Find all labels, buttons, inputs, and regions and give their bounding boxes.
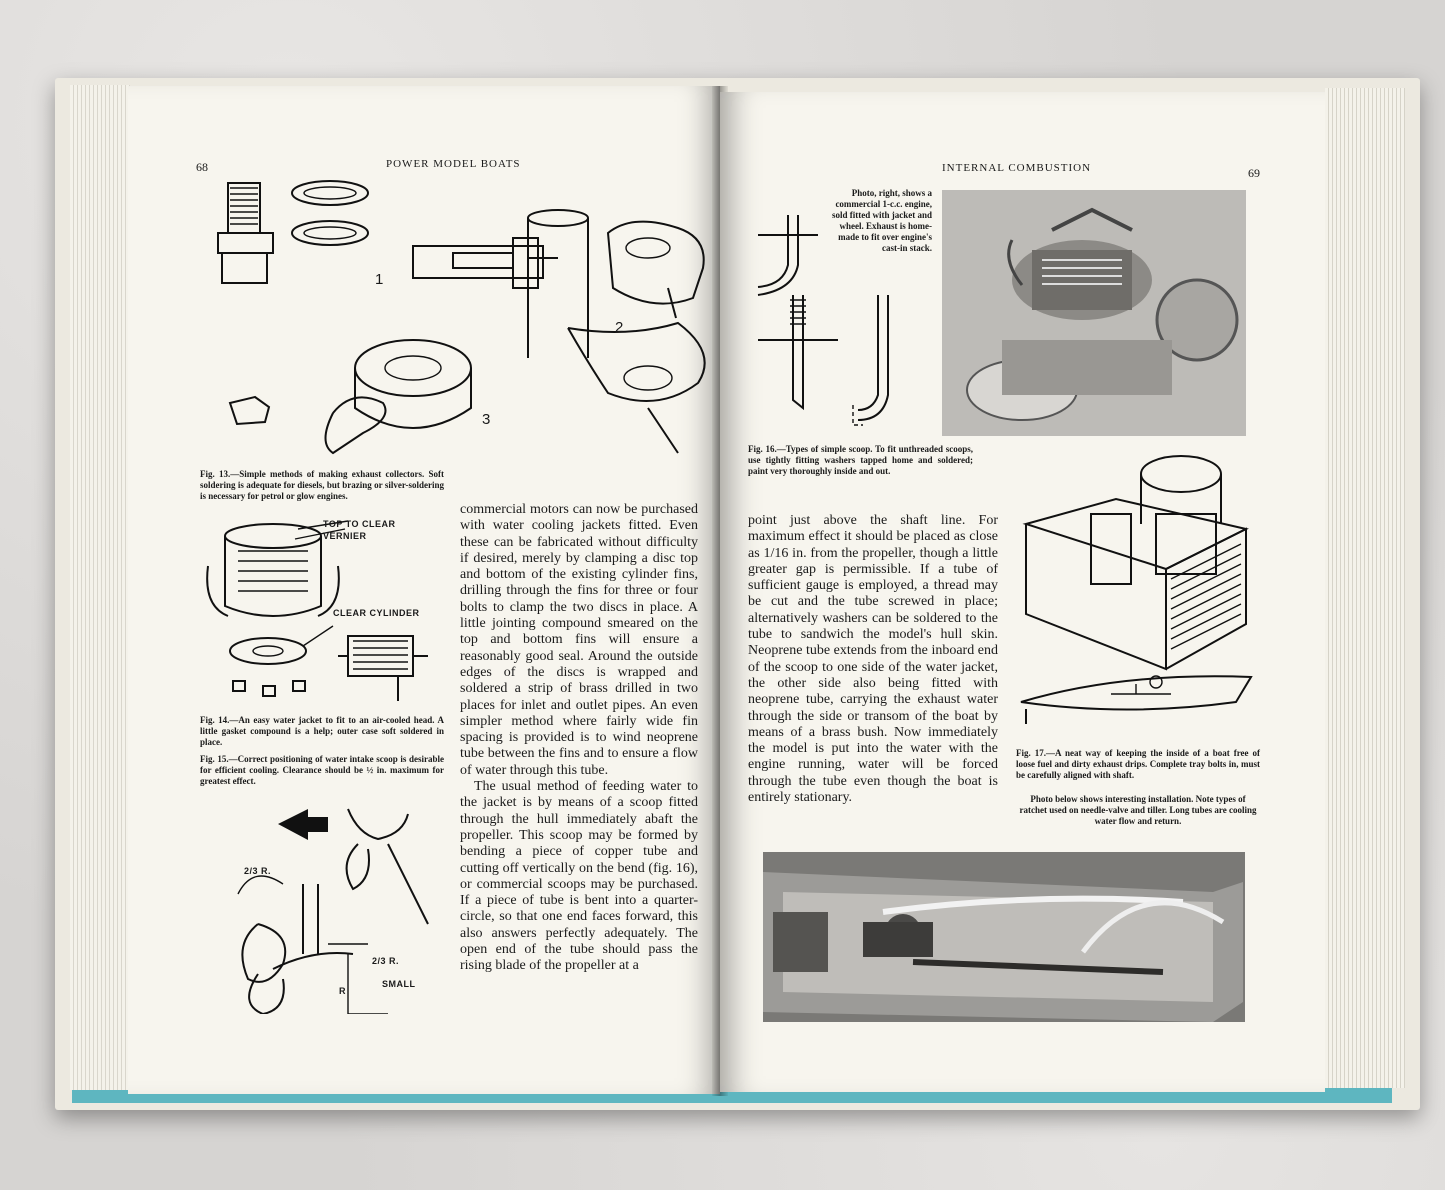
fig15-label-r: R: [339, 986, 346, 996]
fig14-label-cylinder: CLEAR CYLINDER: [333, 608, 420, 618]
engine-photo: [942, 190, 1246, 436]
page-number: 69: [1248, 166, 1260, 180]
fig13-drawing: [208, 178, 708, 463]
fig13-label-3: 3: [482, 411, 491, 428]
left-paragraph-2: The usual method of feeding water to the jacket is by means of a scoop fitted through the hull immediately abaft the propeller. This scoop may be formed by bending a piece of copper tube and cutting off vertically on the bend (fig. 16), or commercial scoops may be purchased. If a piece of tube is bent into a quarter-circle, so that one end faces forward, this also answers perfectly adequately. The open end of the tube should pass the rising blade of the propeller at a: [460, 779, 698, 974]
fig15-label-r1: 2/3 R.: [244, 866, 272, 876]
running-header: INTERNAL COMBUSTION: [942, 162, 1092, 174]
right-text-column: point just above the shaft line. For maximum effect it should be placed as close as 1/16 in. from the propeller, though a little greater gap is permissible. If a tube of sufficient gauge is employed, a thread may be cut and the tube screwed in place; alternatively washers can be soldered to the tube to sandwich the model's hull skin. Neoprene tube extends from the inboard end of the scoop to one side of the water jacket, the other side also being fitted with neoprene tube, carrying the exhaust water through the side or transom of the boat by means of a brass bush. Now immediately the model is put into the water with the engine running, water will be forced through the tube even though the boat is entirely stationary.: [748, 513, 998, 806]
fig15-label-r2: 2/3 R.: [372, 956, 400, 966]
fig15-label-small: SMALL: [382, 979, 416, 989]
fig16-caption: Fig. 16.—Types of simple scoop. To fit unthreaded scoops, use tightly fitting washers tapped home and soldered; paint very thoroughly inside and out.: [748, 444, 973, 476]
fig14-label-top: TOP TO CLEAR: [323, 519, 396, 529]
fig15-caption: Fig. 15.—Correct positioning of water intake scoop is desirable for efficient cooling. Clearance should be ½ in. maximum for greatest effect.: [200, 754, 444, 786]
running-header: POWER MODEL BOATS: [386, 158, 521, 170]
fig13-caption: Fig. 13.—Simple methods of making exhaust collectors. Soft soldering is adequate for diesels, but brazing or silver-soldering is necessary for petrol or glow engines.: [200, 469, 444, 501]
left-paragraph-1: commercial motors can now be purchased with water cooling jackets fitted. Even these can be fabricated without difficulty if desired, merely by clamping a disc top and bottom of the existing cylinder fins, drilling through the fins for three or four bolts to clamp the two discs in place. A little jointing compound smeared on the top and bottom fins will ensure a reasonably good seal. Around the outside edges of the discs is wrapped and soldered a strip of brass drilled in two places for inlet and outlet pipes. An even simpler method where fairly wide fin spacing is provided is to wind neoprene tube between the fins and to ensure a flow of water through this tube.: [460, 502, 698, 778]
left-page-stack: [70, 85, 130, 1090]
fig13-label-1: 1: [375, 271, 384, 288]
left-text-column: [460, 502, 698, 975]
fig14-label-vernier: VERNIER: [323, 531, 367, 541]
fig13-label-2: 2: [615, 319, 624, 336]
right-page-stack: [1325, 88, 1405, 1088]
page-number: 68: [196, 160, 208, 174]
fig17-caption: Fig. 17.—A neat way of keeping the inside of a boat free of loose fuel and dirty exhaust drips. Complete tray bolts in, must be carefully aligned with shaft.: [1016, 748, 1260, 780]
installation-photo: [763, 852, 1245, 1022]
photo-caption-bottom: Photo below shows interesting installation. Note types of ratchet used on needle-valve and tiller. Long tubes are cooling water flow and return.: [1019, 794, 1257, 826]
fig17-drawing: [1016, 444, 1261, 744]
left-page: [128, 86, 720, 1094]
fig14-caption: Fig. 14.—An easy water jacket to fit to an air-cooled head. A little gasket compound is a help; outer case soft soldered in place.: [200, 715, 444, 747]
right-page: [720, 92, 1325, 1092]
photo-caption-top: Photo, right, shows a commercial 1-c.c. engine, sold fitted with jacket and wheel. Exhaust is home-made to fit over engine's cast-in stack.: [831, 188, 932, 253]
fig16-drawing: [748, 200, 928, 440]
